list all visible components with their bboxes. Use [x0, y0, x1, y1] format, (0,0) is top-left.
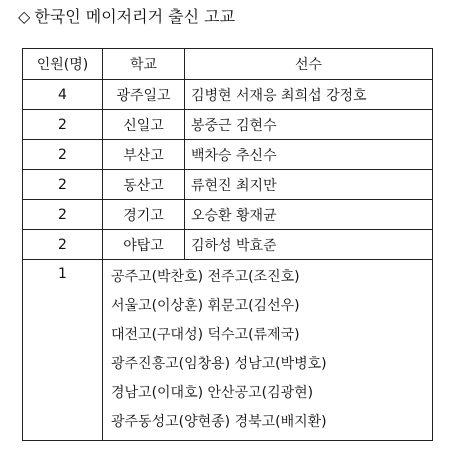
table-row: [23, 170, 433, 200]
school-player-line: 공주고(박찬호) 전주고(조진호): [111, 269, 300, 285]
row-school: 동산고: [103, 170, 185, 200]
single-schools-cell: [103, 260, 433, 441]
row-count: 2: [23, 230, 103, 260]
school-player-line: 서울고(이상훈) 휘문고(김선우): [111, 298, 300, 314]
mlb-players-schools-table: [22, 48, 433, 441]
table-row: [23, 110, 433, 140]
header-count: 인원(명): [23, 49, 103, 80]
page-title: [18, 6, 235, 28]
row-count: 2: [23, 110, 103, 140]
row-count: 2: [23, 140, 103, 170]
row-players: 김하성 박효준: [185, 230, 433, 260]
table-row-single-players: [23, 260, 433, 441]
table-row: [23, 230, 433, 260]
row-count: 4: [23, 80, 103, 110]
table-row: [23, 140, 433, 170]
title-text: 한국인 메이저리거 출신 고교: [34, 7, 236, 26]
row-school: 경기고: [103, 200, 185, 230]
row-count: 2: [23, 200, 103, 230]
row-school: 부산고: [103, 140, 185, 170]
row-players: 봉중근 김현수: [185, 110, 433, 140]
table-header-row: [23, 49, 433, 80]
row-count: 1: [23, 260, 103, 441]
school-player-line: 광주진흥고(임창용) 성남고(박병호): [111, 356, 327, 372]
school-player-line: 경남고(이대호) 안산공고(김광현): [111, 385, 314, 401]
header-players: 선수: [185, 49, 433, 80]
row-players: 오승환 황재균: [185, 200, 433, 230]
school-player-line: 대전고(구대성) 덕수고(류제국): [111, 327, 300, 343]
table-row: [23, 80, 433, 110]
row-players: 류현진 최지만: [185, 170, 433, 200]
school-player-line: 광주동성고(양현종) 경북고(배지환): [111, 414, 327, 430]
row-players: 백차승 추신수: [185, 140, 433, 170]
row-count: 2: [23, 170, 103, 200]
table-row: [23, 200, 433, 230]
row-players: 김병현 서재응 최희섭 강정호: [185, 80, 433, 110]
header-school: 학교: [103, 49, 185, 80]
diamond-icon: ◇: [18, 7, 31, 26]
row-school: 신일고: [103, 110, 185, 140]
row-school: 야탑고: [103, 230, 185, 260]
row-school: 광주일고: [103, 80, 185, 110]
